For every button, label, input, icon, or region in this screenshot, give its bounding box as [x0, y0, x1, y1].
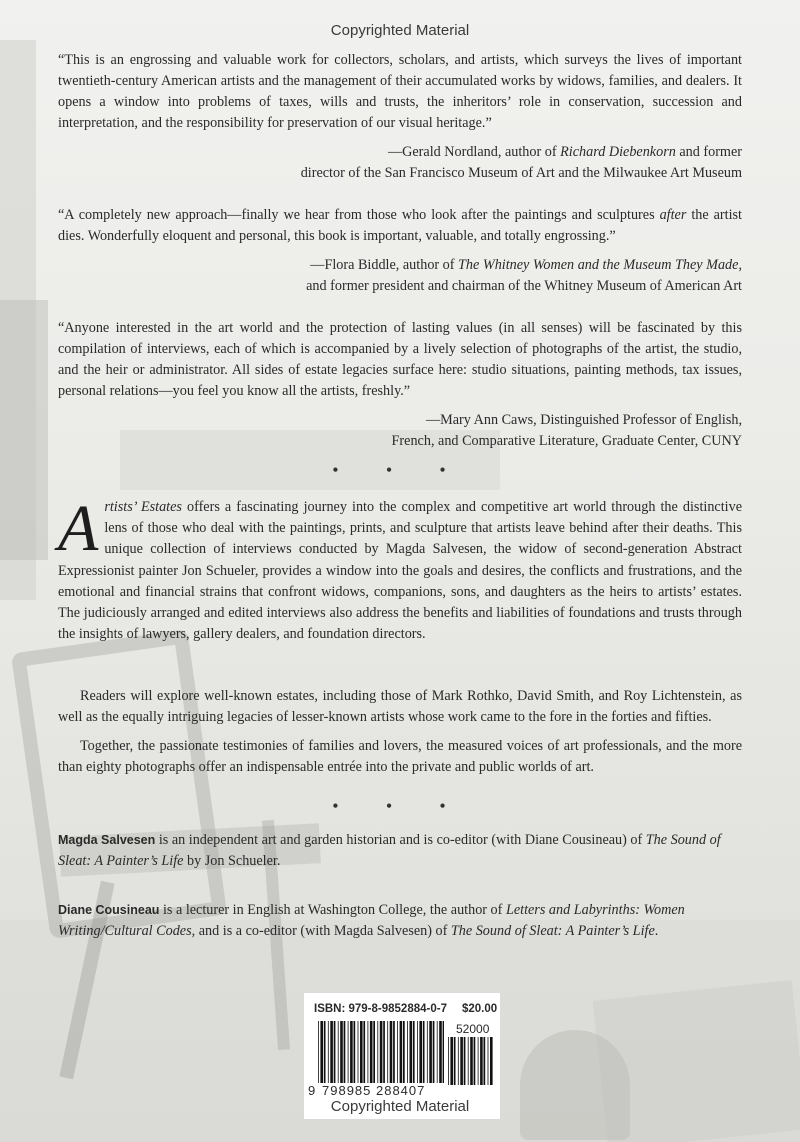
- blurb-attribution-2: —Flora Biddle, author of The Whitney Women and the Museum They Made, and former president and chairman of the Whitney Museum of American Art: [306, 257, 742, 294]
- barcode-stripe: [454, 1037, 456, 1085]
- barcode-stripe: [324, 1021, 326, 1083]
- barcode-stripe: [419, 1021, 422, 1083]
- barcode-stripe: [380, 1021, 383, 1083]
- barcode-stripe: [348, 1021, 349, 1083]
- barcode-stripe: [387, 1021, 388, 1083]
- barcode-stripe: [340, 1021, 343, 1083]
- blurb-quote-1: “This is an engrossing and valuable work for collectors, scholars, and artists, which surveys the lives of important twentieth-century American artists and the management of their accumulated works by widows, families, and dealers. It opens a window into problems of taxes, wills and trusts, the inheritors’ role in conservation, succession and interpretation, and the responsibility for preservation of our visual heritage.”: [58, 52, 742, 131]
- barcode-stripe: [407, 1021, 408, 1083]
- barcode-stripe: [464, 1037, 466, 1085]
- barcode-stripe: [474, 1037, 476, 1085]
- book-title: rtists’ Estates: [104, 499, 182, 515]
- barcode-stripe: [318, 1021, 319, 1083]
- barcode-stripe: [370, 1021, 373, 1083]
- barcode-stripe: [393, 1021, 395, 1083]
- section-separator: • • •: [332, 798, 468, 815]
- author-name: Diane Cousineau: [58, 903, 160, 917]
- author-bio-2: Diane Cousineau is a lecturer in English at Washington College, the author of Letters and Labyrinths: Women Writing/Cultural Codes, and is a co-editor (with Magda Salvesen) of The Sound of Sleat: A Painter’s Life.: [58, 902, 685, 939]
- barcode-stripe: [413, 1021, 415, 1083]
- addon-barcode-bars: [448, 1037, 494, 1085]
- author-name: Magda Salvesen: [58, 833, 156, 847]
- barcode-stripe: [450, 1037, 453, 1085]
- barcode-stripe: [429, 1021, 432, 1083]
- barcode-stripe: [330, 1021, 333, 1083]
- barcode-stripe: [470, 1037, 473, 1085]
- barcode-stripe: [338, 1021, 339, 1083]
- barcode-stripe: [397, 1021, 398, 1083]
- isbn-label: ISBN: 979-8-9852884-0-7: [314, 1003, 447, 1015]
- barcode-stripe: [484, 1037, 486, 1085]
- barcode-stripe: [480, 1037, 483, 1085]
- barcode-stripe: [427, 1021, 428, 1083]
- barcode-stripe: [478, 1037, 479, 1085]
- barcode-stripe: [403, 1021, 405, 1083]
- barcode-stripe: [460, 1037, 463, 1085]
- price-label: $20.00: [462, 1003, 498, 1015]
- barcode-stripe: [320, 1021, 323, 1083]
- barcode-stripe: [443, 1021, 444, 1083]
- barcode-stripe: [373, 1021, 375, 1083]
- barcode-stripe: [488, 1037, 489, 1085]
- barcode-stripe: [448, 1037, 449, 1085]
- barcode-stripe: [468, 1037, 469, 1085]
- barcode-stripe: [344, 1021, 346, 1083]
- author-bio-1: Magda Salvesen is an independent art and garden historian and is co-editor (with Diane Cousineau) of The Sound of Sleat: A Painter’s Life by Jon Schueler.: [58, 832, 721, 869]
- barcode-stripe: [358, 1021, 359, 1083]
- description-paragraph-3: Together, the passionate testimonies of families and lovers, the measured voices of art professionals, and the more than eighty photographs offer an indispensable entrée into the private and public worlds of art.: [58, 738, 742, 776]
- description-paragraph-2: Readers will explore well-known estates, including those of Mark Rothko, David Smith, and Roy Lichtenstein, as well as the equally intriguing legacies of lesser-known artists whose work came to the fore in the forties and fifties.: [58, 688, 742, 726]
- barcode-lead-digit: 9: [308, 1083, 316, 1098]
- barcode-stripe: [377, 1021, 378, 1083]
- barcode-stripe: [350, 1021, 353, 1083]
- barcode-stripe: [383, 1021, 385, 1083]
- barcode-stripe: [368, 1021, 369, 1083]
- barcode-stripe: [410, 1021, 413, 1083]
- barcode-stripe: [417, 1021, 418, 1083]
- barcode-stripe: [458, 1037, 459, 1085]
- blurb-quote-2: “A completely new approach—finally we hear from those who look after the paintings and sculptures after the artist dies. Wonderfully eloquent and personal, this book is important, valuable, and totally engrossing.”: [58, 207, 742, 244]
- blurb-attribution-1: —Gerald Nordland, author of Richard Diebenkorn and former director of the San Francisco Museum of Art and the Milwaukee Art Museum: [300, 144, 742, 181]
- barcode-stripe: [328, 1021, 329, 1083]
- barcode-stripe: [354, 1021, 356, 1083]
- blurb-quote-3: “Anyone interested in the art world and the protection of lasting values (in all senses) will be fascinated by this compilation of interviews, each of which is accompanied by a lively selection of photographs of the artist, the studio, and the heir or administrator. All sides of estate legacies surface here: studio situations, painting methods, tax issues, personal relations—you feel you know all the artists, freshly.”: [58, 320, 742, 399]
- section-separator: • • •: [332, 462, 468, 479]
- barcode-bars: [318, 1021, 444, 1083]
- barcode-stripe: [490, 1037, 493, 1085]
- drop-cap: A: [58, 492, 99, 565]
- copyright-notice-bottom: Copyrighted Material: [330, 1098, 470, 1115]
- price-addon-code: 52000: [456, 1022, 490, 1036]
- barcode-digits: 798985 288407: [322, 1083, 426, 1098]
- barcode-stripe: [423, 1021, 425, 1083]
- barcode-stripe: [400, 1021, 403, 1083]
- barcode-stripe: [390, 1021, 393, 1083]
- barcode-stripe: [437, 1021, 438, 1083]
- barcode-stripe: [360, 1021, 363, 1083]
- barcode-stripe: [439, 1021, 442, 1083]
- barcode-stripe: [433, 1021, 435, 1083]
- barcode-stripe: [334, 1021, 336, 1083]
- description-paragraph-1: Artists’ Estates offers a fascinating journey into the complex and competitive art world through the distinctive lens of those who deal with the paintings, prints, and sculpture that artists leave behind after their deaths. This unique collection of interviews conducted by Magda Salvesen, the widow of second-generation Abstract Expressionist painter Jon Schueler, provides a window into the goals and desires, the conflicts and frustrations, and the emotional and financial strains that confront widows, companions, sons, and daughters as the heirs to artists’ estates. The judiciously arranged and edited interviews also address the benefits and liabilities of foundations and trusts through the insights of lawyers, gallery dealers, and foundation directors.: [58, 492, 743, 643]
- copyright-notice-top: Copyrighted Material: [330, 22, 470, 39]
- blurb-attribution-3: —Mary Ann Caws, Distinguished Professor of English, French, and Comparative Literature, Graduate Center, CUNY: [391, 412, 742, 449]
- barcode-stripe: [363, 1021, 365, 1083]
